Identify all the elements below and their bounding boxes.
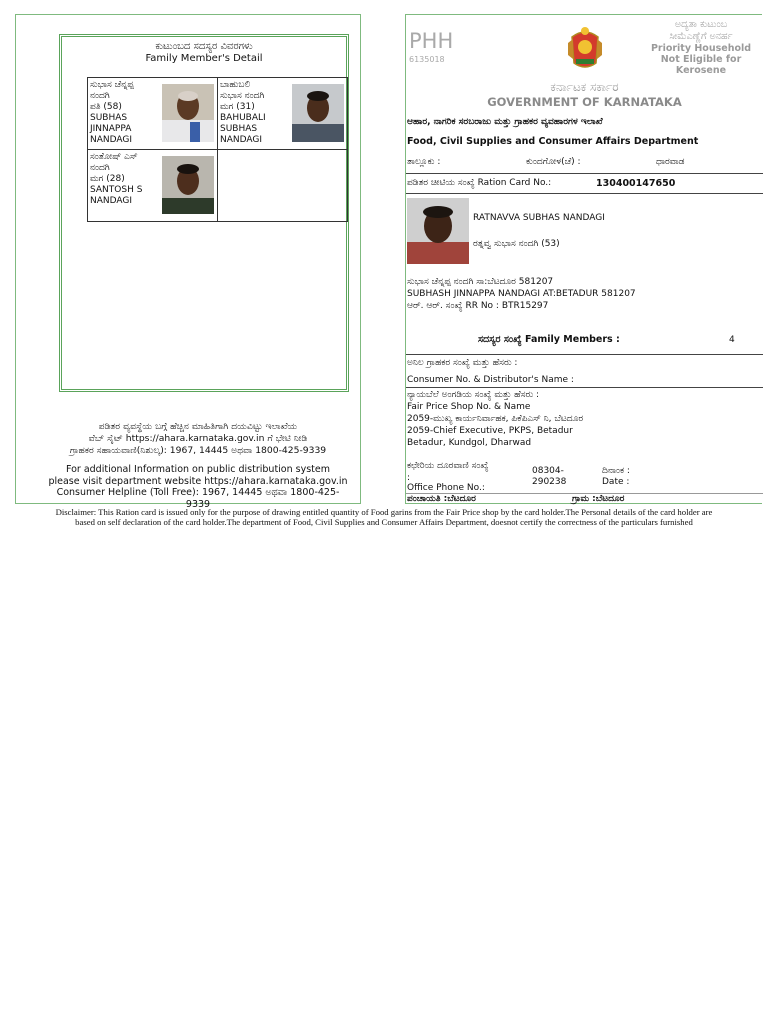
fps-name-english: 2059-Chief Executive, PKPS, Betadur: [407, 426, 573, 436]
info-english-line: Consumer Helpline (Toll Free): 1967, 14445 ಅಥವಾ 1800-425-: [56, 487, 340, 498]
member-name-english-3: NANDAGI: [220, 135, 263, 145]
member-name-english-3: NANDAGI: [90, 135, 133, 145]
department-kannada: ಆಹಾರ, ನಾಗರಿಕ ಸರಬರಾಜು ಮತ್ತು ಗ್ರಾಹಕರ ವ್ಯವಹಾರಗಳ ಇಲಾಖೆ: [407, 117, 603, 127]
priority-kannada-line: ಸೀಮೆಎಣ್ಣೆಗೆ ಅನರ್ಹ: [669, 31, 733, 42]
priority-line: Kerosene: [675, 65, 727, 76]
info-kannada: [40, 421, 356, 457]
fps-name-kannada: 2059-ಮುಖ್ಯ ಕಾರ್ಯನಿರ್ವಾಹಕ, ಪಿಕೆಪಿಎಸ್ ನಿ, ಬೆಟದೂರ: [407, 414, 584, 424]
office-phone-english: Office Phone No.:: [407, 483, 485, 493]
card-category: PHH: [409, 29, 454, 53]
disclaimer-line: based on self declaration of the card holder.The department of Food, Civil Supplies and Consumer Affairs Department, doesnot certify the correctness of the particulars furnished: [75, 517, 693, 527]
taluk-label: ತಾಲ್ಲೂಕು :: [407, 157, 441, 167]
member-cell: [88, 150, 218, 222]
info-english: [40, 464, 356, 510]
address-english: SUBHASH JINNAPPA NANDAGI AT:BETADUR 581207: [407, 289, 636, 299]
member-name-kannada: ಬಾಹುಬಲಿ: [220, 80, 251, 90]
card-code: 6135018: [409, 55, 445, 64]
family-title-kannada: ಕುಟುಂಬದ ಸದಸ್ಯರ ವಿವರಗಳು: [155, 41, 253, 52]
office-phone-number-2: 290238: [532, 477, 567, 487]
member-photo: [162, 156, 214, 214]
date-english: Date :: [602, 477, 630, 487]
government-kannada: ಕರ್ನಾಟಕ ಸರ್ಕಾರ: [550, 80, 619, 94]
fps-label-kannada: ನ್ಯಾಯಬೆಲೆ ಅಂಗಡಿಯ ಸಂಖ್ಯೆ ಮತ್ತು ಹೆಸರು :: [407, 390, 540, 400]
disclaimer: [10, 507, 758, 527]
rr-number: ಆರ್. ಆರ್. ಸಂಖ್ಯೆ RR No : BTR15297: [407, 301, 549, 311]
member-name-english-2: SUBHAS: [220, 124, 258, 134]
card-holder-photo: [407, 198, 469, 264]
member-name-english-2: NANDAGI: [90, 196, 133, 206]
member-photo: [162, 84, 214, 142]
date-kannada: ದಿನಾಂಕ :: [602, 466, 630, 476]
member-name-english: BAHUBALI: [220, 113, 266, 123]
member-name-english: SANTOSH S: [90, 185, 143, 195]
department-english: Food, Civil Supplies and Consumer Affairs Department: [407, 136, 699, 147]
ration-card-label: ಪಡಿತರ ಚೀಟಿಯ ಸಂಖ್ಯೆ Ration Card No.:: [407, 178, 552, 188]
fps-label-english: Fair Price Shop No. & Name: [407, 402, 531, 412]
family-members-table: [87, 77, 348, 222]
member-cell: [218, 78, 348, 150]
member-relation-age: ಮಗ (31): [220, 102, 255, 112]
taluk-value: ಕುಂದಗೋಳ(ಚೆ) :: [526, 157, 581, 167]
government-english: GOVERNMENT OF KARNATAKA: [487, 95, 682, 109]
member-name-english: SUBHAS: [90, 113, 128, 123]
member-name-english-2: JINNAPPA: [90, 124, 132, 134]
holder-name-kannada: ರತ್ನವ್ವ ಸುಭಾಸ ನಂದಗಿ (53): [473, 239, 560, 249]
karnataka-emblem-icon: [566, 25, 604, 71]
family-members-frame: [59, 34, 349, 392]
member-details: [220, 80, 294, 146]
family-title-english: Family Member's Detail: [145, 53, 263, 64]
member-details: [90, 152, 164, 207]
member-name-kannada-2: ನಂದಗಿ: [90, 163, 110, 173]
office-phone-kannada: ಕಛೇರಿಯ ದೂರವಾಣಿ ಸಂಖ್ಯೆ: [407, 461, 489, 471]
member-cell: [88, 78, 218, 150]
info-english-line: 9339: [185, 498, 211, 510]
divider: [406, 173, 763, 174]
consumer-label-english: Consumer No. & Distributor's Name :: [407, 375, 574, 385]
ration-card-front: [405, 14, 762, 504]
priority-english: [646, 43, 756, 76]
member-relation-age: ಮಗ (28): [90, 174, 125, 184]
member-name-kannada: ಸುಭಾಸ ಚೆನ್ನಪ್ಪ: [90, 80, 134, 90]
priority-line: Not Eligible for: [660, 54, 742, 65]
empty-cell: [218, 150, 348, 222]
priority-kannada-line: ಅದ್ಯತಾ ಕುಟುಂಬ: [674, 19, 728, 30]
divider: [406, 193, 763, 194]
info-kannada-line: ವೆಬ್ ಸೈಟ್ https://ahara.karnataka.gov.in ಗೆ ಭೇಟಿ ನೀಡಿ: [88, 433, 308, 444]
office-phone-number: 08304-: [532, 466, 564, 476]
family-details-card: [15, 14, 361, 510]
office-phone-colon: :: [407, 473, 411, 483]
member-name-kannada: ಸಂತೋಷ್ ಎಸ್: [90, 152, 138, 162]
divider: [406, 387, 763, 388]
info-kannada-line: ಪಡಿತರ ವ್ಯವಸ್ಥೆಯ ಬಗ್ಗೆ ಹೆಚ್ಚಿನ ಮಾಹಿತಿಗಾಗಿ ದಯವಿಟ್ಟು ಇಲಾಖೆಯ: [98, 421, 298, 432]
address-kannada: ಸುಭಾಸ ಚೆನ್ನಪ್ಪ ನಂದಗಿ ಸಾ:ಬೆಟದೂರ 581207: [407, 277, 554, 287]
consumer-label-kannada: ಅನಿಲ ಗ್ರಾಹಕರ ಸಂಖ್ಯೆ ಮತ್ತು ಹೆಸರು :: [407, 358, 518, 368]
panchayat: ಪಂಚಾಯತಿ :ಬೆಟದೂರ: [407, 494, 476, 504]
member-name-kannada-2: ನಂದಗಿ: [90, 91, 110, 101]
family-members-count: 4: [729, 335, 735, 345]
holder-name-english: RATNAVVA SUBHAS NANDAGI: [473, 213, 605, 223]
info-kannada-line: ಗ್ರಾಹಕರ ಸಹಾಯವಾಣಿ(ನಿಶುಲ್ಕ): 1967, 14445 ಅಥವಾ 1800-425-9339: [69, 445, 327, 456]
village: ಗ್ರಾಮ :ಬೆಟದೂರ: [572, 494, 625, 504]
fps-location: Betadur, Kundgol, Dharwad: [407, 438, 532, 448]
member-name-kannada-2: ಸುಭಾಸ ನಂದಗಿ: [220, 91, 265, 101]
member-relation-age: ಪತಿ (58): [90, 102, 122, 112]
disclaimer-line: Disclaimer: This Ration card is issued only for the purpose of drawing entitled quantity of Food garins from the Fair Price shop by the card holder.The Personal details of the card holder are: [55, 507, 713, 517]
ration-card-number: 130400147650: [596, 178, 676, 189]
priority-kannada: [646, 19, 756, 43]
info-english-line: please visit department website https://ahara.karnataka.gov.in: [48, 475, 348, 487]
member-photo: [292, 84, 344, 142]
family-members-label: ಸದಸ್ಯರ ಸಂಖ್ಯೆ Family Members :: [478, 334, 620, 345]
priority-line: Priority Household: [650, 43, 752, 54]
member-details: [90, 80, 164, 146]
info-english-line: For additional Information on public distribution system: [65, 464, 331, 475]
district-value: ಧಾರವಾಡ: [656, 157, 685, 167]
divider: [406, 354, 763, 355]
